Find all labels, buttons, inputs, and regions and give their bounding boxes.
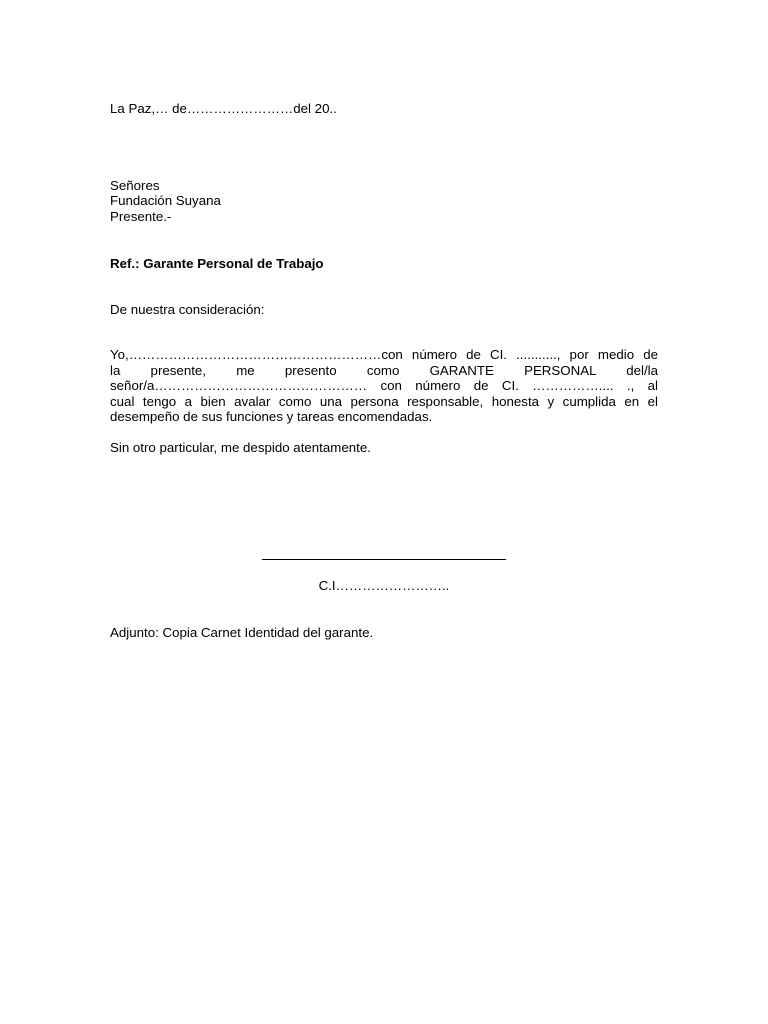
body-line-4: cual tengo a bien avalar como una persona responsable, honesta y cumplida en el bbox=[110, 393, 658, 409]
closing-line: Sin otro particular, me despido atentamente. bbox=[110, 440, 371, 455]
signature-line bbox=[262, 559, 506, 560]
body-line-3: señor/a………………………………………… con número de CI. …………….... ., al bbox=[110, 378, 658, 393]
date-line: La Paz,… de……………………del 20.. bbox=[110, 101, 337, 116]
body-line-1: Yo,…………………………………………………con número de CI. ..........., por medio de bbox=[110, 347, 658, 362]
body-paragraph bbox=[110, 347, 658, 425]
reference-line: Ref.: Garante Personal de Trabajo bbox=[110, 256, 324, 271]
body-line-2: la presente, me presento como GARANTE PERSONAL del/la bbox=[110, 362, 658, 378]
recipient-title: Señores bbox=[110, 178, 160, 193]
body-line-5: desempeño de sus funciones y tareas encomendadas. bbox=[110, 409, 433, 424]
recipient-organization: Fundación Suyana bbox=[110, 193, 221, 208]
recipient-presente: Presente.- bbox=[110, 209, 172, 224]
attachment-note: Adjunto: Copia Carnet Identidad del garante. bbox=[110, 625, 374, 640]
signature-ci: C.I…………………….. bbox=[318, 578, 450, 593]
salutation: De nuestra consideración: bbox=[110, 302, 265, 317]
